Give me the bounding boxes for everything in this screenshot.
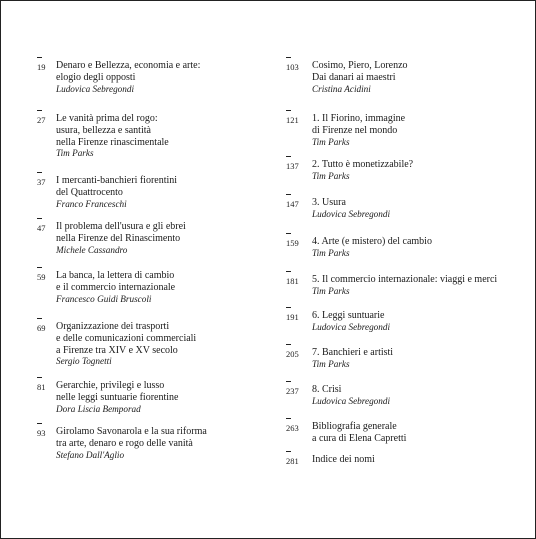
entry-title-line: 8. Crisi	[312, 384, 342, 395]
entry-text	[312, 197, 536, 221]
entry-title-line: a Firenze tra XIV e XV secolo	[56, 344, 178, 356]
page-number: 263	[286, 423, 299, 433]
page-number: 159	[286, 238, 299, 248]
entry-text	[312, 421, 536, 445]
page-number: 59	[37, 272, 46, 282]
entry-title-line: 1. Il Fiorino, immagine	[312, 113, 406, 124]
entry-title-line: Organizzazione dei trasporti	[56, 321, 170, 332]
entry-author: Ludovica Sebregondi	[312, 208, 390, 219]
entry-text	[312, 159, 536, 183]
entry-author: Ludovica Sebregondi	[56, 83, 134, 94]
entry-dash	[286, 344, 291, 345]
entry-title-line: 4. Arte (e mistero) del cambio	[312, 236, 432, 247]
entry-author: Francesco Guidi Bruscoli	[56, 293, 152, 304]
entry-title-line: Bibliografia generale	[312, 421, 397, 432]
entry-author: Tim Parks	[312, 247, 350, 258]
page-number: 69	[37, 323, 46, 333]
page-number: 27	[37, 115, 46, 125]
entry-title-line: Cosimo, Piero, Lorenzo	[312, 60, 408, 71]
page-number: 81	[37, 382, 46, 392]
entry-dash	[286, 233, 291, 234]
entry-author: Tim Parks	[312, 170, 350, 181]
entry-title-line: nelle leggi suntuarie fiorentine	[56, 391, 179, 403]
entry-title-line: Le vanità prima del rogo:	[56, 113, 158, 124]
entry-text	[56, 175, 281, 210]
entry-text	[312, 454, 536, 466]
entry-title-line: 2. Tutto è monetizzabile?	[312, 159, 414, 170]
entry-dash	[286, 451, 291, 452]
entry-title-line: e il commercio internazionale	[56, 281, 176, 293]
entry-text	[312, 236, 536, 260]
entry-dash	[37, 218, 42, 219]
page-number: 37	[37, 177, 46, 187]
entry-title-line: 5. Il commercio internazionale: viaggi e merci	[312, 274, 498, 285]
entry-title-line: Girolamo Savonarola e la sua riforma	[56, 426, 207, 437]
entry-dash	[286, 381, 291, 382]
entry-dash	[37, 110, 42, 111]
entry-author: Dora Liscia Bemporad	[56, 403, 141, 414]
page-number: 121	[286, 115, 299, 125]
entry-dash	[286, 307, 291, 308]
page-number: 103	[286, 62, 299, 72]
entry-title-line: I mercanti-banchieri fiorentini	[56, 175, 178, 186]
entry-title-line: e delle comunicazioni commerciali	[56, 332, 197, 344]
entry-text	[312, 310, 536, 334]
page-number: 147	[286, 199, 299, 209]
entry-title-line: nella Firenze del Rinascimento	[56, 232, 181, 244]
entry-author: Tim Parks	[56, 148, 94, 159]
entry-author: Cristina Acidini	[312, 83, 371, 94]
entry-author: Franco Franceschi	[56, 198, 127, 209]
entry-title-line: 7. Banchieri e artisti	[312, 347, 394, 358]
entry-text	[56, 221, 281, 256]
entry-text	[56, 113, 281, 160]
entry-title-line: del Quattrocento	[56, 186, 123, 198]
page-number: 205	[286, 349, 299, 359]
entry-text	[56, 270, 281, 305]
entry-title-line: 6. Leggi suntuarie	[312, 310, 385, 321]
entry-dash	[286, 156, 291, 157]
entry-author: Ludovica Sebregondi	[312, 395, 390, 406]
entry-title-line: 3. Usura	[312, 197, 346, 208]
entry-text	[312, 274, 536, 298]
entry-author: Ludovica Sebregondi	[312, 321, 390, 332]
entry-dash	[286, 418, 291, 419]
entry-dash	[286, 57, 291, 58]
entry-dash	[37, 423, 42, 424]
entry-title-line: Dai danari ai maestri	[312, 71, 396, 83]
entry-text	[312, 60, 536, 95]
entry-text	[56, 60, 281, 95]
entry-author: Tim Parks	[312, 285, 350, 296]
entry-title-line: Denaro e Bellezza, economia e arte:	[56, 60, 201, 71]
entry-dash	[286, 110, 291, 111]
entry-dash	[286, 271, 291, 272]
entry-dash	[286, 194, 291, 195]
page-number: 181	[286, 276, 299, 286]
entry-text	[56, 321, 281, 368]
entry-author: Tim Parks	[312, 136, 350, 147]
entry-text	[56, 426, 281, 461]
entry-dash	[37, 172, 42, 173]
entry-title-line: Gerarchie, privilegi e lusso	[56, 380, 165, 391]
entry-title-line: a cura di Elena Capretti	[312, 432, 407, 444]
page-number: 191	[286, 312, 299, 322]
entry-title-line: nella Firenze rinascimentale	[56, 136, 169, 148]
entry-title-line: tra arte, denaro e rogo delle vanità	[56, 437, 193, 449]
entry-title-line: Indice dei nomi	[312, 454, 375, 465]
page-number: 137	[286, 161, 299, 171]
entry-text	[56, 380, 281, 415]
entry-author: Michele Cassandro	[56, 244, 128, 255]
entry-title-line: La banca, la lettera di cambio	[56, 270, 175, 281]
entry-title-line: Il problema dell'usura e gli ebrei	[56, 221, 186, 232]
entry-dash	[37, 318, 42, 319]
entry-title-line: elogio degli opposti	[56, 71, 136, 83]
entry-dash	[37, 377, 42, 378]
page-number: 19	[37, 62, 46, 72]
entry-dash	[37, 57, 42, 58]
entry-text	[312, 347, 536, 371]
entry-author: Tim Parks	[312, 358, 350, 369]
entry-text	[312, 384, 536, 408]
entry-author: Sergio Tognetti	[56, 356, 112, 367]
page-number: 47	[37, 223, 46, 233]
entry-text	[312, 113, 536, 148]
page-number: 93	[37, 428, 46, 438]
page-number: 237	[286, 386, 299, 396]
page-number: 281	[286, 456, 299, 466]
entry-title-line: di Firenze nel mondo	[312, 124, 398, 136]
entry-dash	[37, 267, 42, 268]
entry-title-line: usura, bellezza e santità	[56, 124, 151, 136]
entry-author: Stefano Dall'Aglio	[56, 449, 125, 460]
